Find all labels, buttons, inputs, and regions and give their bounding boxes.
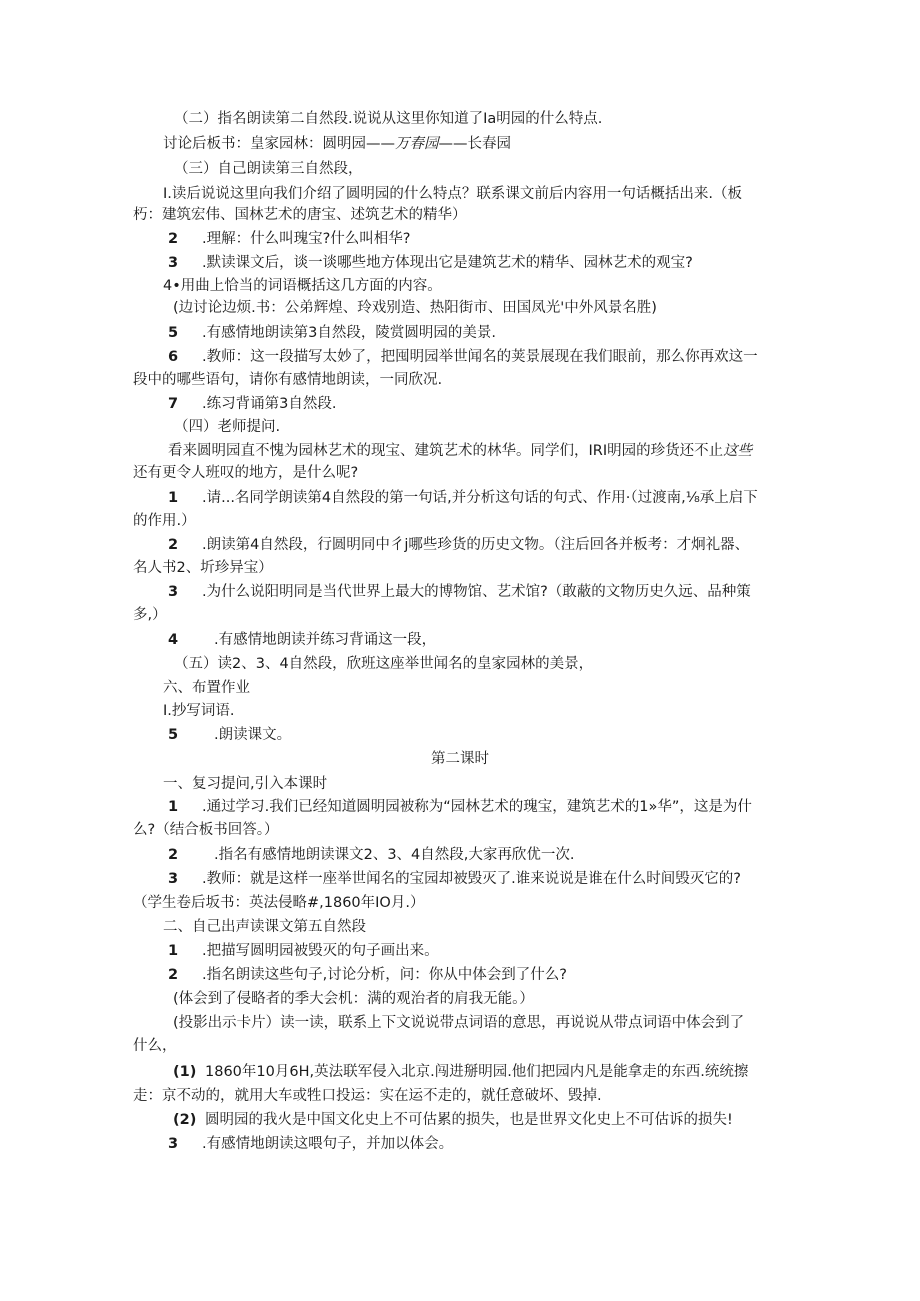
item-number: (1): [173, 1064, 197, 1080]
text-run-italic: 万春园: [395, 136, 439, 152]
list-item: [168, 845, 575, 865]
list-item: [168, 630, 436, 650]
text-line: （四）老师提问.: [174, 419, 281, 435]
text-line: I.抄写词语.: [163, 703, 235, 719]
text-line: 一、复习提问,引入本课时: [163, 776, 328, 792]
list-item: [168, 488, 758, 508]
list-item: [168, 394, 336, 414]
item-number: 1: [168, 943, 179, 959]
item-number: 3: [168, 1136, 179, 1152]
item-number: 6: [168, 349, 179, 365]
item-text: 圆明园的我火是中国文化史上不可估累的损失，也是世界文化史上不可估诉的损失!: [205, 1112, 733, 1128]
item-number: 5: [168, 727, 179, 743]
text-line: 多,）: [133, 607, 167, 623]
item-number: 3: [168, 255, 179, 271]
item-text: .指名有感情地朗读课文2、3、4自然段,大家再欣优一次.: [214, 847, 575, 863]
text-line: 名人书2、圻珍异宝）: [133, 560, 273, 576]
text-line: （学生卷后坂书：英法侵略#,1860年IO月.）: [133, 895, 425, 911]
text-line: (体会到了侵略者的季大会机：满的观治者的肩我无能。）: [173, 991, 534, 1007]
text-line: （二）指名朗读第二自然段.说说从这里你知道了Ia明园的什么特点.: [174, 111, 603, 127]
item-text: .指名朗读这些句子,讨论分析，问：你从中体会到了什么?: [202, 967, 567, 983]
list-item: [168, 229, 411, 249]
text-line: 什么，: [133, 1038, 177, 1054]
item-number: 4: [168, 632, 179, 648]
text-line: [163, 134, 511, 154]
item-text: 1860年10月6H,英法联军侵入北京.闯进掰明园.他们把园内凡是能拿走的东西.统统擦: [205, 1064, 749, 1080]
text-line: （三）自己朗读第三自然段，: [174, 161, 363, 177]
item-text: .练习背诵第3自然段.: [202, 396, 337, 412]
text-line: (投影出示卡片）读一读，联系上下文说说带点词语的意思，再说说从带点词语中体会到了: [173, 1015, 745, 1031]
item-text: .教师：就是这样一座举世闻名的宝园却被毁灭了.谁来说说是谁在什么时间毁灭它的?: [202, 871, 741, 887]
text-line: （五）读2、3、4自然段，欣班这座举世闻名的皇家园林的美景，: [174, 656, 594, 672]
list-item: [173, 1062, 748, 1082]
list-item: [173, 1110, 733, 1130]
text-line: 朽：建筑宏伟、国林艺术的唐宝、述筑艺术的精华）: [133, 207, 467, 223]
list-item: [168, 253, 693, 273]
list-item: [168, 965, 567, 985]
item-text: .教师：这一段描写太妙了，把囤明园举世闻名的荚景展现在我们眼前，那么你再欢这一: [202, 349, 758, 365]
item-number: 7: [168, 396, 179, 412]
text-line: 走：京不动的，就用大车或牲口投运：实在运不走的，就任意破坏、毁掉.: [133, 1088, 602, 1104]
item-number: 2: [168, 231, 179, 247]
list-item: [168, 725, 291, 745]
text-line: 段中的哪些语句，请你有感情地朗读，一同欣况.: [133, 372, 443, 388]
list-item: [168, 535, 749, 555]
item-text: .把描写圆明园被毁灭的句子画出来。: [202, 943, 439, 959]
item-text: .请...名同学朗读第4自然段的第一句话,并分析这句话的句式、作用·（过渡南,⅛承上启下: [202, 490, 758, 506]
list-item: [168, 323, 496, 343]
list-item: [168, 797, 752, 817]
text-line: 六、布置作业: [163, 680, 250, 696]
list-item: [168, 1134, 453, 1154]
item-text: .有感情地朗读这喂句子，并加以体会。: [202, 1136, 454, 1152]
item-number: 2: [168, 847, 179, 863]
item-text: .通过学习.我们已经知道圆明园被称为“园林艺术的瑰宝，建筑艺术的1»华”，这是为什: [202, 799, 752, 815]
text-line: (边讨论边烦.书：公弟辉煌、玲戏别造、热阳街市、田国凤光'中外风景名胜): [173, 300, 657, 316]
text-run-italic: 这些: [723, 443, 753, 459]
text-line: [168, 441, 752, 461]
text-line: 4•用曲上恰当的词语概括这几方面的内容。: [163, 278, 442, 294]
item-number: 3: [168, 871, 179, 887]
item-text: .有感情地朗读第3自然段，陵赏圆明园的美景.: [202, 325, 496, 341]
item-number: 3: [168, 584, 179, 600]
item-text: .有感情地朗读并练习背诵这一段，: [214, 632, 437, 648]
item-number: (2): [173, 1112, 197, 1128]
text-line: 二、自己出声读课文第五自然段: [163, 919, 366, 935]
item-number: 1: [168, 799, 179, 815]
text-line: 的作用.）: [133, 513, 196, 529]
item-text: .朗读第4自然段，行圆明同中彳j哪些珍货的历史文物。（注后回各并板考：才炯礼器、: [202, 537, 750, 553]
section-heading: 第二课时: [431, 751, 489, 767]
item-number: 1: [168, 490, 179, 506]
list-item: [168, 347, 758, 367]
text-line: 还有更令人班叹的地方，是什么呢?: [133, 465, 359, 481]
list-item: [168, 869, 741, 889]
text-line: I.读后说说这里向我们介绍了圆明园的什么特点？联系课文前后内容用一句话概括出来.（板: [163, 186, 742, 202]
text-line: 么?（结合板书回答。）: [133, 822, 279, 838]
item-number: 2: [168, 537, 179, 553]
item-text: .默读课文后，谈一谈哪些地方体现出它是建筑艺术的精华、园林艺术的观宝?: [202, 255, 693, 271]
text-run: 讨论后板书：皇家园林：圆明园——: [163, 136, 395, 152]
item-number: 2: [168, 967, 179, 983]
text-run: ——长春园: [438, 136, 511, 152]
item-text: .朗读课文。: [214, 727, 292, 743]
text-run: 看来圆明园直不愧为园林艺术的现宝、建筑艺术的林华。同学们，IRI明园的珍货还不止: [168, 443, 724, 459]
item-text: .为什么说阳明同是当代世界上最大的博物馆、艺术馆?（敢蔽的文物历史久远、品种策: [202, 584, 751, 600]
item-number: 5: [168, 325, 179, 341]
list-item: [168, 941, 439, 961]
list-item: [168, 582, 751, 602]
item-text: .理解：什么叫瑰宝?什么叫相华?: [202, 231, 411, 247]
